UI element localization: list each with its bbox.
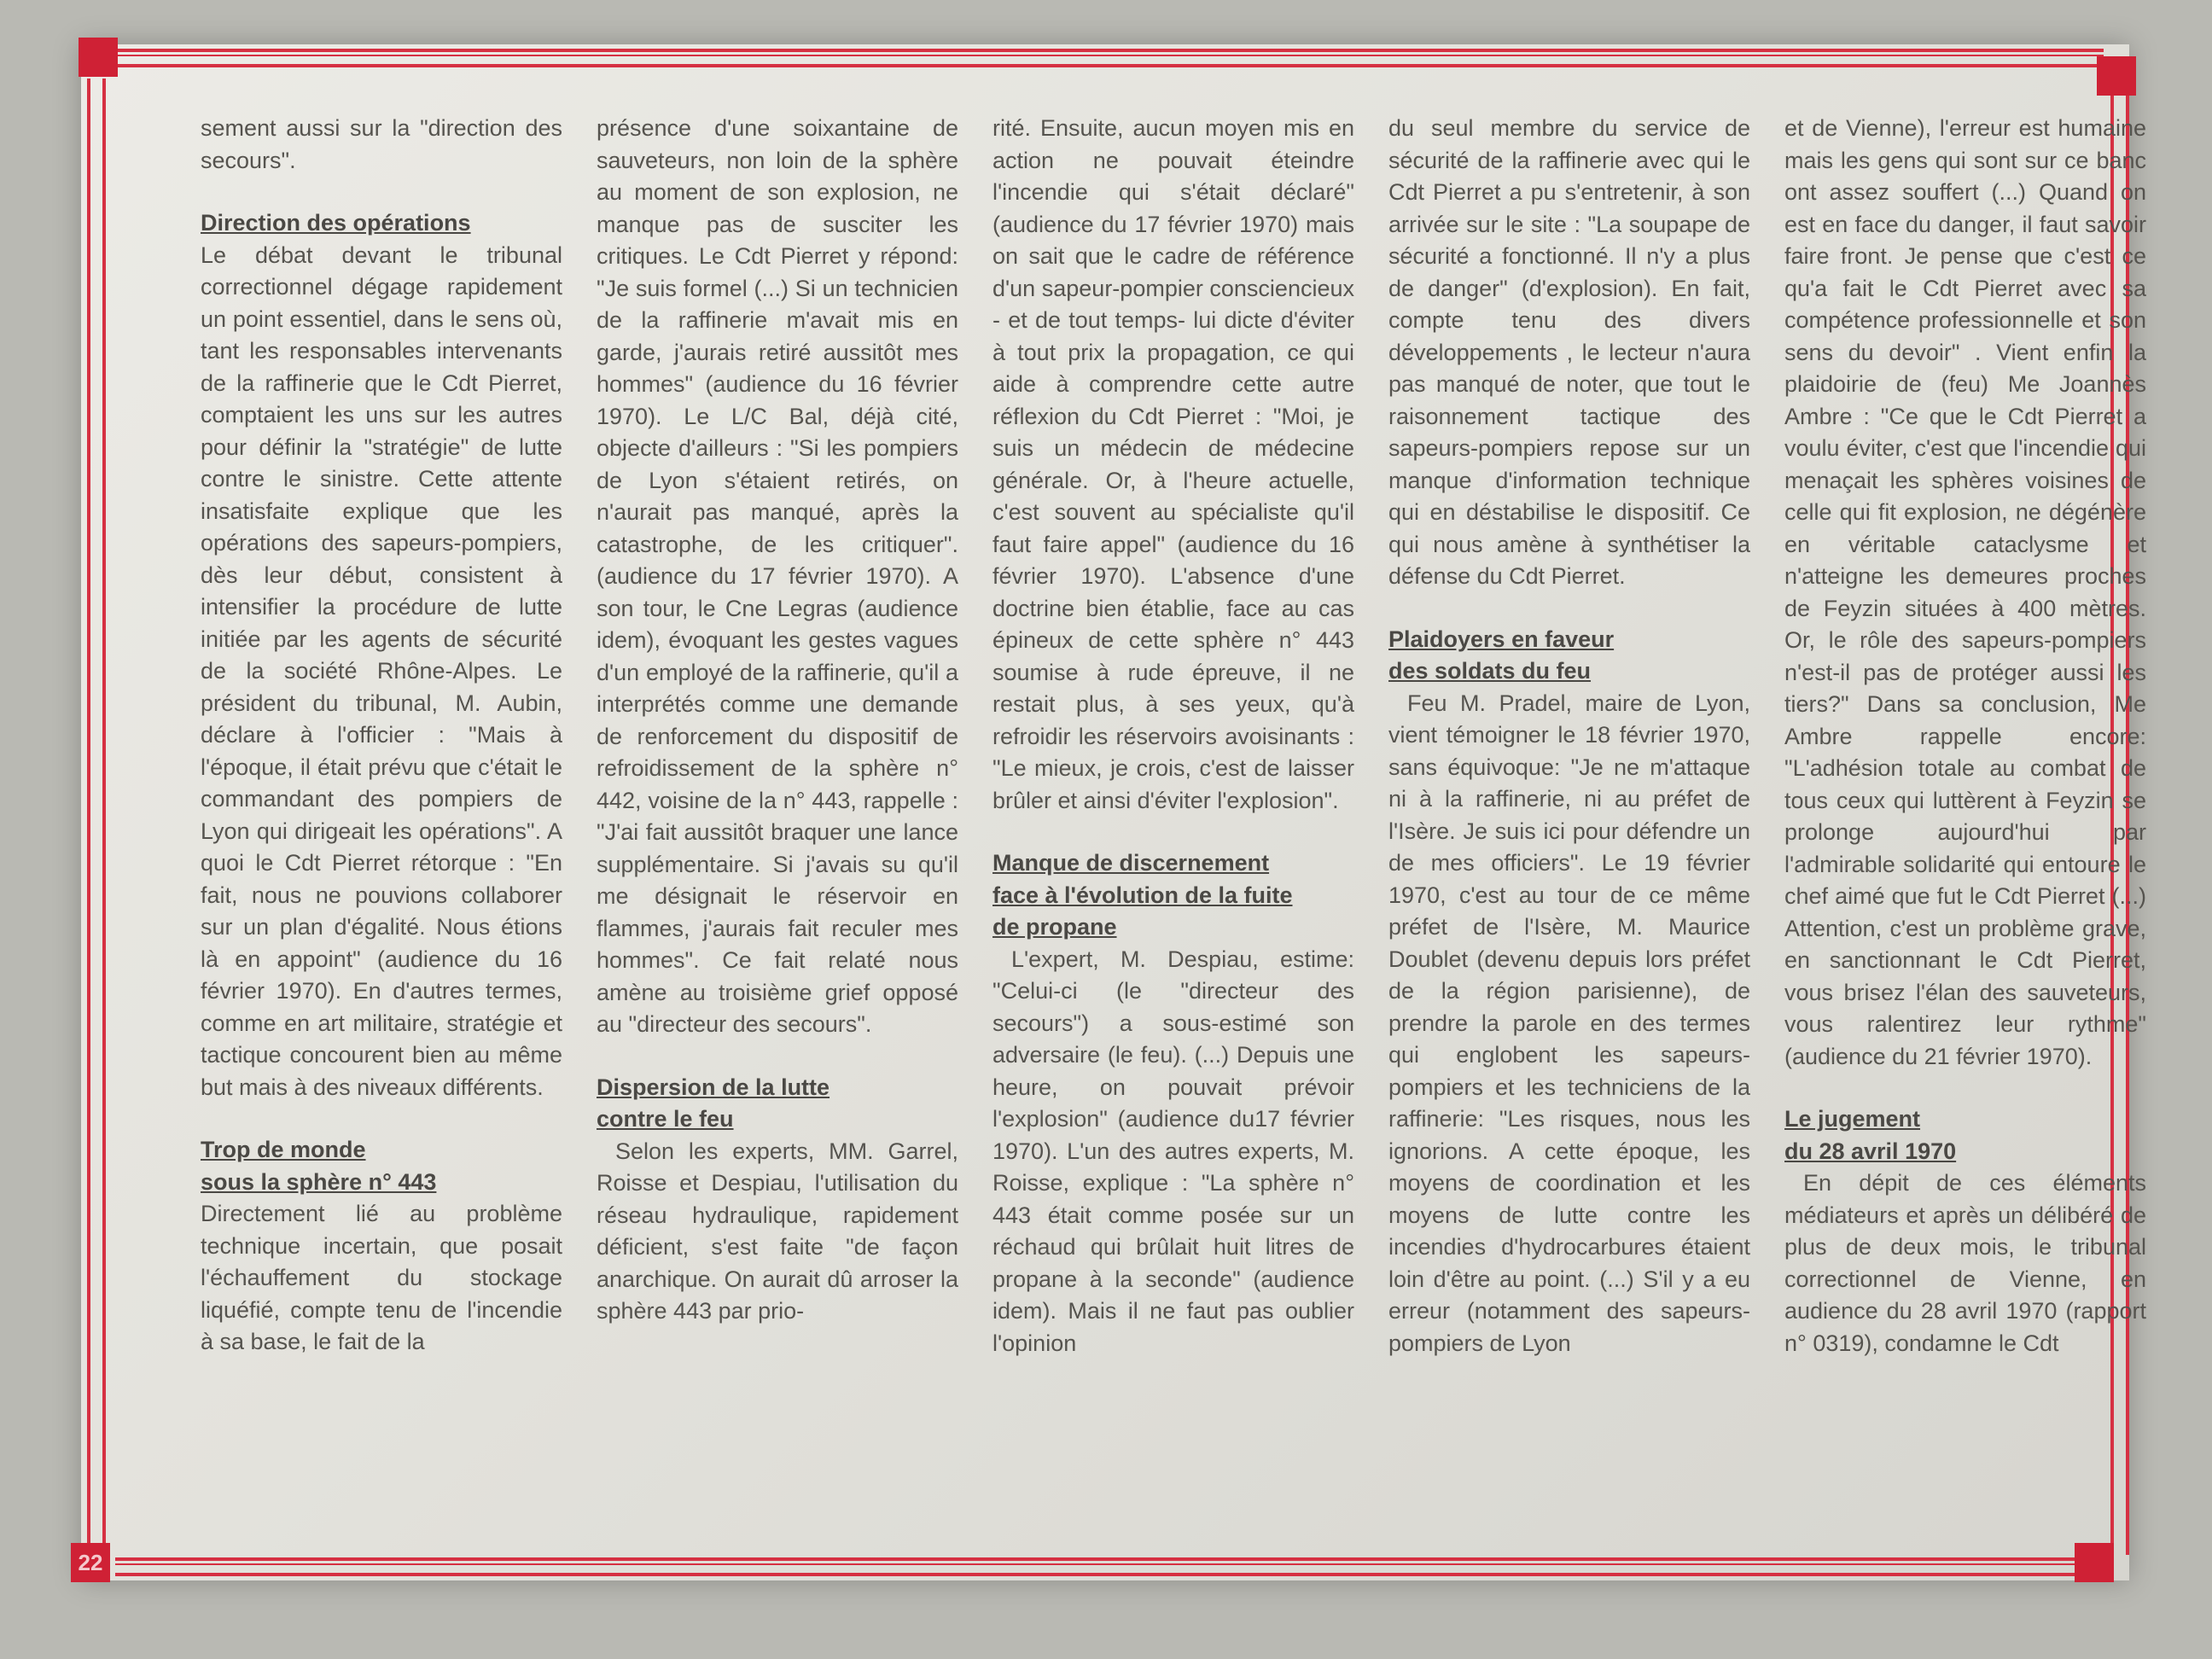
section-heading — [201, 1134, 562, 1198]
paragraph: rité. Ensuite, aucun moyen mis en action ne pouvait éteindre l'incendie qui s'était déclaré" (audience du 17 février 1970) mais on sait que le cadre de référence d'un sapeur-pompier consciencieux - et de tout temps- lui dicte d'éviter à tout prix la propagation, ce qui aide à comprendre cette autre réflexion du Cdt Pierret : "Moi, je suis un médecin de médecine générale. Or, à l'heure actuelle, c'est souvent au spécialiste qu'il faut faire appel" (audience du 16 février 1970). L'absence d'une doctrine bien établie, face au cas épineux de cette sphère n° 443 soumise à rude épreuve, il ne restait plus, à ses yeux, qu'à refroidir les réservoirs avoisinants : "Le mieux, je crois, c'est de laisser brûler et ainsi d'éviter l'explosion". — [992, 115, 1354, 813]
section-heading-line: Manque de discernement — [992, 850, 1270, 876]
section-heading-line: Trop de monde — [201, 1137, 366, 1162]
paragraph: En dépit de ces éléments médiateurs et après un délibéré de plus de deux mois, le tribunal correctionnel de Vienne, en audience du 28 avril 1970 (rapport n° 0319), condamne le Cdt — [1784, 1170, 2146, 1356]
top-border-rule — [115, 49, 2104, 67]
corner-square-top-left — [79, 38, 118, 77]
magazine-page — [78, 44, 2146, 1580]
section-heading-line: de propane — [992, 914, 1117, 940]
section-heading-line: des soldats du feu — [1388, 658, 1592, 684]
section-heading-line: face à l'évolution de la fuite — [992, 882, 1293, 908]
paragraph: du seul membre du service de sécurité de la raffinerie avec qui le Cdt Pierret a pu s'entretenir, à son arrivée sur le site : "La soupape de sécurité a fonctionné. Il n'y a plus de danger" (d'explosion). En fait, compte tenu des divers développements , le lecteur n'aura pas manqué de noter, que tout le raisonnement tactique des sapeurs-pompiers repose sur un manque d'information technique qui en déstabilise le dispositif. Ce qui nous amène à synthétiser la défense du Cdt Pierret. — [1388, 115, 1750, 589]
paragraph: Selon les experts, MM. Garrel, Roisse et Despiau, l'utilisation du réseau hydraulique, rapidement déficient, s'est faite "de façon anarchique. On aurait dû arroser la sphère 443 par prio- — [597, 1138, 958, 1324]
text-column-5 — [1784, 113, 2146, 1563]
text-column-1 — [201, 113, 562, 1563]
section-heading — [597, 1072, 958, 1136]
section-heading-line: du 28 avril 1970 — [1784, 1138, 1957, 1164]
section-heading-line: Le jugement — [1784, 1106, 1921, 1132]
section-heading-line: Direction des opérations — [201, 210, 471, 236]
paragraph: Feu M. Pradel, maire de Lyon, vient témoigner le 18 février 1970, sans équivoque: "Je ne m'attaque ni à la raffinerie, ni au préfet de l'Isère. Je suis ici pour défendre un de mes officiers". Le 19 février 1970, c'est au tour de ce même préfet de l'Isère, M. Maurice Doublet (devenu depuis lors préfet de la région parisienne), de prendre la parole en des termes qui englobent les sapeurs-pompiers et les techniciens de la raffinerie: "Les risques, nous les ignorions. A cette époque, les moyens de coordination et les moyens de lutte contre les incendies d'hydrocarbures étaient loin d'être au point. (...) S'il y a eu erreur (notamment des sapeurs-pompiers de Lyon — [1388, 690, 1750, 1356]
page-number: 22 — [71, 1543, 110, 1582]
left-border-rule — [87, 79, 106, 1555]
paragraph: présence d'une soixantaine de sauveteurs, non loin de la sphère au moment de son explosion, ne manque pas de susciter les critiques. Le Cdt Pierret y répond: "Je suis formel (...) Si un technicien de la raffinerie m'avait mis en garde, j'aurais retiré aussitôt mes hommes" (audience du 16 février 1970). Le L/C Bal, déjà cité, objecte d'ailleurs : "Si les pompiers de Lyon s'étaient retirés, on n'aurait pas manqué, après la catastrophe, de les critiquer". (audience du 17 février 1970). A son tour, le Cne Legras (audience idem), évoquant les gestes vagues d'un employé de la raffinerie, qu'il a interprétés comme une demande de renforcement du dispositif de refroidissement de la sphère n° 442, voisine de la n° 443, rappelle : "J'ai fait aussitôt braquer une lance supplémentaire. Si j'avais su qu'il me désignait le réservoir en flammes, j'aurais fait reculer mes hommes". Ce fait relaté nous amène au troisième grief opposé au "directeur des secours". — [597, 115, 958, 1037]
text-column-2 — [597, 113, 958, 1563]
section-heading-line: sous la sphère n° 443 — [201, 1168, 437, 1195]
paragraph: et de Vienne), l'erreur est humaine mais les gens qui sont sur ce banc ont assez souffert (...) Quand on est en face du danger, il faut savoir faire front. Je pense que c'est ce qu'a fait le Cdt Pierret avec sa compétence professionnelle et son sens du devoir" . Vient enfin la plaidoirie de (feu) Me Joannès Ambre : "Ce que le Cdt Pierret a voulu éviter, c'est que l'incendie qui menaçait les sphères voisines de celle qui fit explosion, ne dégénère en véritable cataclysme et n'atteigne les demeures proches de Feyzin situées à 400 mètres. Or, le rôle des sapeurs-pompiers n'est-il pas de protéger aussi les tiers?" Dans sa conclusion, Me Ambre rappelle encore: "L'adhésion totale au combat de tous ceux qui luttèrent à Feyzin se prolonge aujourd'hui par l'admirable solidarité qui entoure le chef aimé que fut le Cdt Pierret (...) Attention, c'est un problème grave, en sanctionnant le Cdt Pierret, vous brisez l'élan des sauveteurs, vous ralentirez leur rythme" (audience du 21 février 1970). — [1784, 115, 2146, 1069]
paragraph: Le débat devant le tribunal correctionnel dégage rapidement un point essentiel, dans le sens où, tant les responsables intervenants de la raffinerie que le Cdt Pierret, comptaient les uns sur les autres pour définir la "stratégie" de lutte contre le sinistre. Cette attente insatisfaite explique que les opérations des sapeurs-pompiers, dès leur début, consistent à intensifier la procédure de lutte initiée par les agents de sécurité de la société Rhône-Alpes. Le président du tribunal, M. Aubin, déclare à l'officier : "Mais à l'époque, il était prévu que c'était le commandant des pompiers de Lyon qui dirigeait les opérations". A quoi le Cdt Pierret rétorque : "En fait, nous ne pouvions collaborer sur un plan d'égalité. Nous étions là en appoint" (audience du 16 février 1970). En d'autres termes, comme en art militaire, stratégie et tactique concourent bien au même but mais à des niveaux différents. — [201, 242, 562, 1100]
section-heading-line: Dispersion de la lutte — [597, 1074, 830, 1100]
paragraph: sement aussi sur la "direction des secours". — [201, 115, 562, 173]
section-heading-line: contre le feu — [597, 1106, 734, 1132]
article-body — [201, 113, 2146, 1563]
section-heading-line: Plaidoyers en faveur — [1388, 626, 1615, 652]
section-heading — [201, 207, 562, 240]
text-column-4 — [1388, 113, 1750, 1563]
corner-square-top-right — [2097, 56, 2136, 96]
text-column-3 — [992, 113, 1354, 1563]
section-heading — [992, 847, 1354, 944]
section-heading — [1784, 1103, 2146, 1167]
paragraph: L'expert, M. Despiau, estime: "Celui-ci (le "directeur des secours") a sous-estimé son adversaire (le feu). (...) Depuis une heure, on pouvait prévoir l'explosion" (audience du17 février 1970). L'un des autres experts, M. Roisse, explique : "La sphère n° 443 était comme posée sur un réchaud qui brûlait huit litres de propane à la seconde" (audience idem). Mais il ne faut pas oublier l'opinion — [992, 946, 1354, 1356]
section-heading — [1388, 624, 1750, 688]
paragraph: Directement lié au problème technique incertain, que posait l'échauffement du stockage liquéfié, compte tenu de l'incendie à sa base, le fait de la — [201, 1201, 562, 1354]
